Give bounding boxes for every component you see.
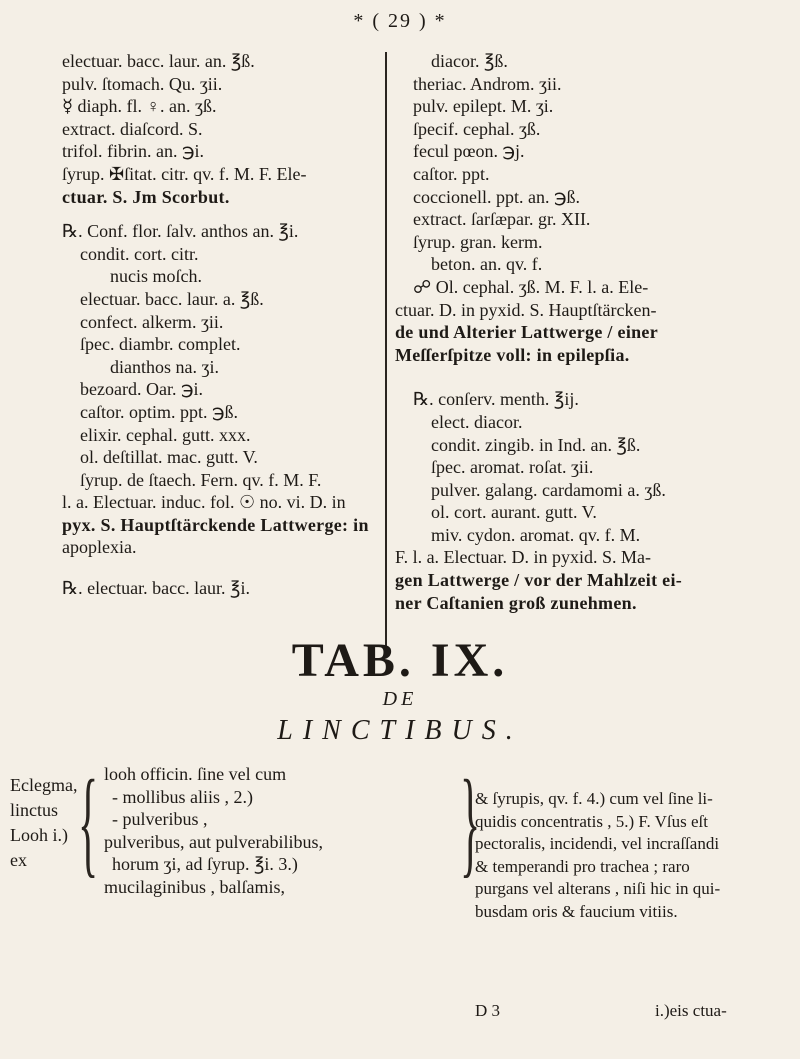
recipe-line: elect. diacor.	[431, 411, 523, 432]
recipe-line: ol. cort. aurant. gutt. V.	[431, 502, 597, 523]
composition-line: mucilaginibus , balſamis,	[104, 876, 285, 897]
left-brace-icon: {	[78, 755, 99, 888]
signature-mark: D 3	[475, 1001, 501, 1020]
recipe-line: confect. alkerm. ʒii.	[80, 311, 224, 332]
text-line: theriac. Androm. ʒii.	[413, 73, 562, 94]
text-line: ſpecif. cephal. ʒß.	[413, 118, 541, 139]
term: ex	[10, 850, 27, 870]
recipe-line: bezoard. Oar. ℈i.	[80, 379, 204, 400]
term: Looh i.)	[10, 825, 68, 845]
recipe-line: ner Caſtanien groß zunehmen.	[395, 592, 637, 613]
text-line: ☿ diaph. fl. ♀. an. ʒß.	[62, 96, 217, 117]
recipe-line: pulver. galang. cardamomi a. ʒß.	[431, 479, 666, 500]
text-line: ſyrup. ✠ſitat. citr. qv. f. M. F. Ele-	[62, 163, 307, 184]
recipe-line: ℞. conſerv. menth. ℥ij.	[413, 389, 579, 410]
text-line: diacor. ℥ß.	[431, 51, 508, 71]
text-line: pulv. epilept. M. ʒi.	[413, 96, 554, 117]
catchword: i.)eis ctua-	[655, 1001, 727, 1020]
column-rule	[385, 52, 387, 652]
right-brace-icon: }	[460, 755, 481, 888]
recipe-line: nucis moſch.	[110, 266, 202, 287]
text-line: extract. ſarſæpar. gr. XII.	[413, 209, 591, 230]
term-list	[10, 773, 77, 873]
page-header: * ( 29 ) *	[353, 10, 447, 32]
text-line: electuar. bacc. laur. an. ℥ß.	[62, 51, 255, 71]
section-subject: LINCTIBUS.	[277, 715, 523, 746]
description-line: & ſyrupis, qv. f. 4.) cum vel ſine li-	[475, 789, 713, 808]
text-line: ctuar. S. Jm Scorbut.	[62, 186, 230, 207]
recipe-line: gen Lattwerge / vor der Mahlzeit ei-	[395, 570, 683, 591]
recipe-line: dianthos na. ʒi.	[110, 356, 219, 377]
recipe-line: condit. cort. citr.	[80, 243, 199, 264]
recipe-line: ſpec. aromat. roſat. ʒii.	[431, 457, 594, 478]
description-line: quidis concentratis , 5.) F. Vſus eſt	[475, 811, 708, 831]
left-column	[62, 50, 377, 600]
composition-line: - pulveribus ,	[112, 809, 208, 830]
text-line: pulv. ſtomach. Qu. ʒii.	[62, 73, 223, 94]
term: Eclegma,	[10, 775, 78, 795]
composition-line: looh officin. ſine vel cum	[104, 764, 287, 784]
term: linctus	[10, 800, 58, 820]
recipe-line: l. a. Electuar. induc. fol. ☉ no. vi. D. in	[62, 492, 346, 513]
composition-line: pulveribus, aut pulverabilibus,	[104, 831, 323, 852]
recipe-line: apoplexia.	[62, 537, 137, 558]
text-line: extract. diaſcord. S.	[62, 118, 203, 139]
description-line: pectoralis, incidendi, vel incraſſandi	[475, 834, 720, 854]
recipe-line: ℞. Conf. flor. ſalv. anthos an. ℥i.	[62, 221, 299, 242]
composition-line: horum ʒi, ad ſyrup. ℥i. 3.)	[112, 854, 298, 875]
text-line: ctuar. D. in pyxid. S. Hauptſtärcken-	[395, 299, 657, 320]
composition-line: - mollibus aliis , 2.)	[112, 786, 253, 807]
recipe-line: ol. deſtillat. mac. gutt. V.	[80, 447, 258, 468]
description-line: purgans vel alterans , niſi hic in qui-	[475, 879, 721, 899]
right-column	[395, 50, 755, 614]
recipe-line: ℞. electuar. bacc. laur. ℥i.	[62, 578, 250, 599]
recipe-line: F. l. a. Electuar. D. in pyxid. S. Ma-	[395, 547, 652, 568]
recipe-line: pyx. S. Hauptſtärckende Lattwerge: in	[62, 514, 369, 535]
table-title: TAB. IX.	[291, 634, 509, 687]
recipe-line: elixir. cephal. gutt. xxx.	[80, 424, 251, 445]
description-line: busdam oris & faucium vitiis.	[475, 901, 678, 921]
text-line: fecul pœon. ℈j.	[413, 141, 525, 162]
recipe-line: miv. cydon. aromat. qv. f. M.	[431, 524, 641, 545]
text-line: beton. an. qv. f.	[431, 254, 543, 275]
text-line: Meſſerſpitze voll: in epilepſia.	[395, 344, 630, 365]
text-line: ☍ Ol. cephal. ʒß. M. F. l. a. Ele-	[413, 276, 649, 297]
description-line: & temperandi pro trachea ; raro	[475, 856, 690, 876]
usage-description	[475, 788, 795, 924]
text-line: de und Alterier Lattwerge / einer	[395, 322, 659, 343]
text-line: coccionell. ppt. an. ℈ß.	[413, 186, 581, 207]
recipe-line: ſyrup. de ſtaech. Fern. qv. f. M. F.	[80, 469, 322, 490]
text-line: trifol. fibrin. an. ℈i.	[62, 141, 205, 162]
section-preposition: DE	[382, 688, 418, 710]
recipe-line: condit. zingib. in Ind. an. ℥ß.	[431, 434, 641, 455]
text-line: caſtor. ppt.	[413, 163, 490, 184]
recipe-line: caſtor. optim. ppt. ℈ß.	[80, 401, 239, 422]
text-line: ſyrup. gran. kerm.	[413, 231, 543, 252]
recipe-line: electuar. bacc. laur. a. ℥ß.	[80, 288, 264, 309]
composition-list	[104, 763, 460, 899]
recipe-line: ſpec. diambr. complet.	[80, 334, 241, 355]
